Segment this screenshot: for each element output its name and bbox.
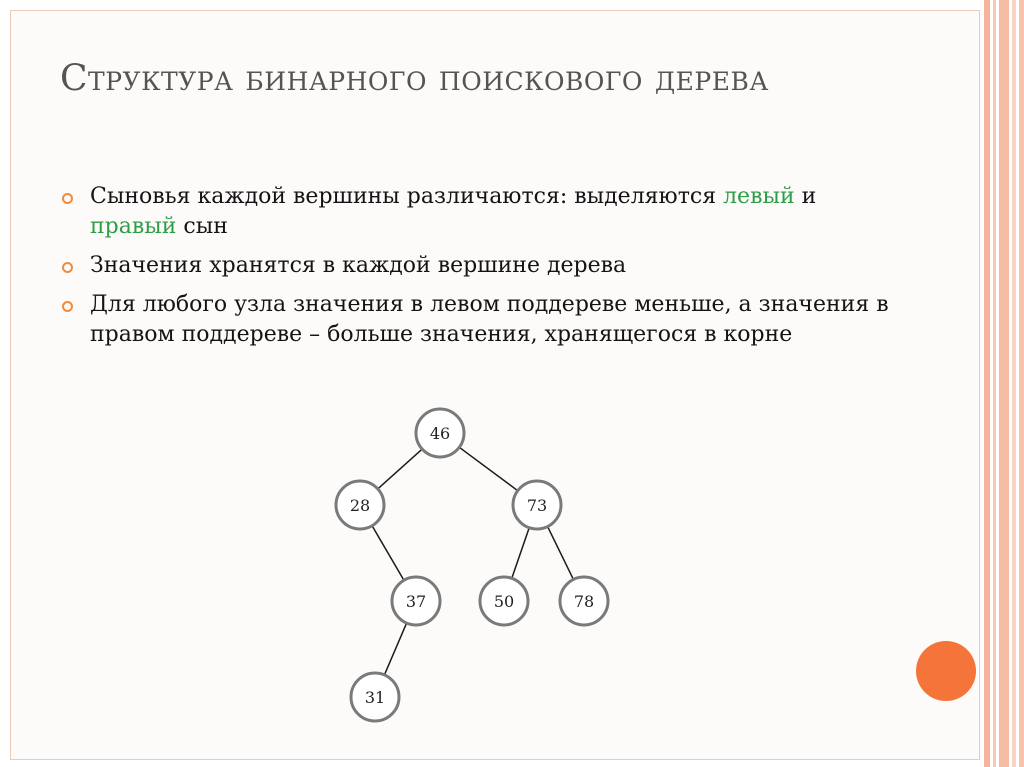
tree-node-label: 50: [493, 592, 515, 611]
tree-node-label: 31: [364, 688, 386, 707]
bullet-text: Значения хранятся в каждой вершине дерева: [90, 253, 627, 278]
tree-edge-28-37: [372, 526, 404, 581]
right-child-term: правый: [90, 214, 177, 239]
tree-node-label: 28: [349, 496, 371, 515]
tree-edge-46-73: [459, 447, 517, 490]
tree-node-28: [336, 481, 384, 529]
tree-node-label: 37: [405, 592, 427, 611]
tree-nodes: [336, 409, 608, 721]
tree-edge-37-31: [384, 623, 406, 675]
tree-node-50: [480, 577, 528, 625]
tree-edge-73-50: [512, 528, 529, 579]
bullet-text-part: и: [794, 184, 817, 209]
tree-edge-46-28: [378, 449, 422, 489]
left-child-term: левый: [723, 184, 795, 209]
tree-node-78: [560, 577, 608, 625]
tree-node-46: [416, 409, 464, 457]
tree-node-73: [513, 481, 561, 529]
decorative-orange-circle: [916, 641, 976, 701]
bullet-text: Для любого узла значения в левом поддереве меньше, а значения в правом поддереве – больше значения, хранящегося в корне: [90, 292, 889, 347]
tree-node-label: 73: [526, 496, 548, 515]
bullet-text-part: Сыновья каждой вершины различаются: выделяются: [90, 184, 724, 209]
tree-node-37: [392, 577, 440, 625]
tree-node-label: 46: [429, 424, 451, 443]
bullet-text-part: сын: [176, 214, 228, 239]
tree-node-label: 78: [573, 592, 595, 611]
tree-node-31: [351, 673, 399, 721]
slide-title: Структура бинарного поискового дерева: [60, 58, 769, 99]
tree-edge-73-78: [548, 527, 574, 580]
